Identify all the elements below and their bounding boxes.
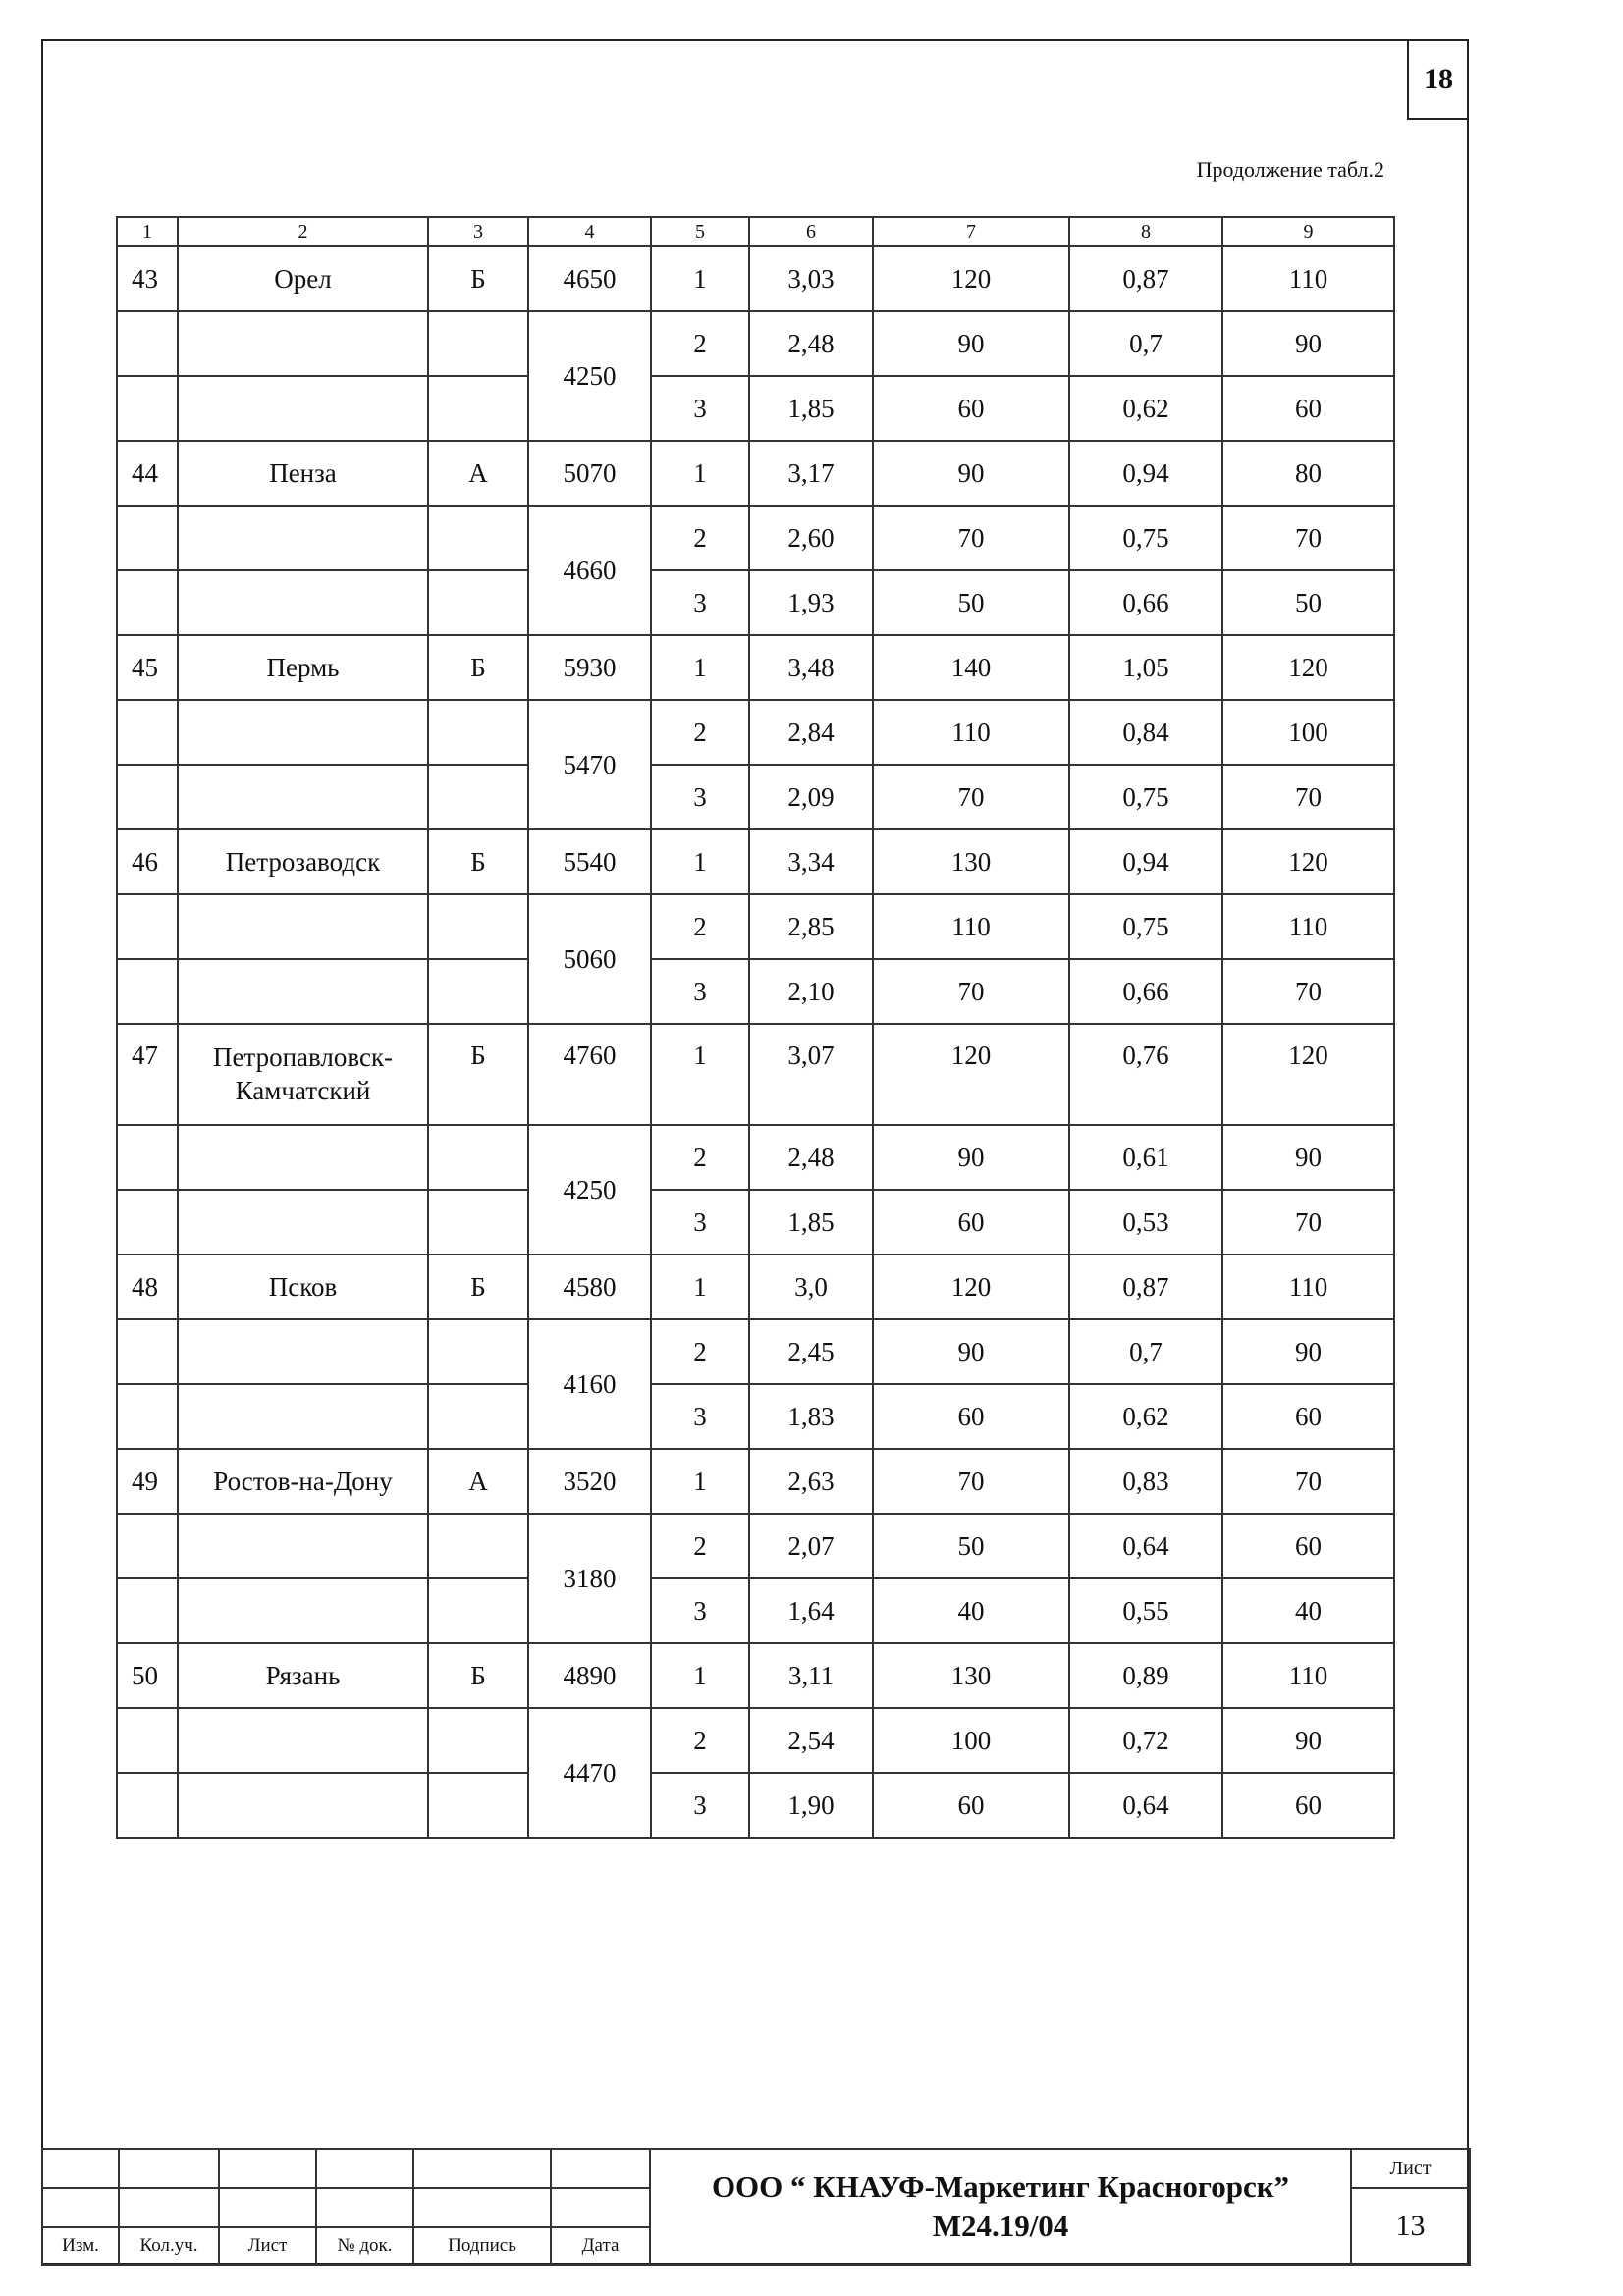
- empty-cell: [178, 570, 428, 635]
- value-col-9: 110: [1222, 1643, 1394, 1708]
- value-col-8: 0,55: [1069, 1578, 1222, 1643]
- value-col-8: 0,76: [1069, 1024, 1222, 1125]
- value-col-4: 4650: [528, 246, 651, 311]
- empty-cell: [428, 1578, 528, 1643]
- value-col-8: 0,75: [1069, 765, 1222, 829]
- value-col-8: 0,53: [1069, 1190, 1222, 1255]
- value-col-5: 3: [651, 959, 749, 1024]
- value-col-6: 2,09: [749, 765, 873, 829]
- value-col-7: 70: [873, 959, 1069, 1024]
- empty-cell: [178, 1125, 428, 1190]
- value-col-7: 60: [873, 1384, 1069, 1449]
- empty-cell: [178, 1384, 428, 1449]
- value-col-8: 0,64: [1069, 1514, 1222, 1578]
- value-col-7: 120: [873, 246, 1069, 311]
- value-col-8: 0,66: [1069, 570, 1222, 635]
- table-subrow: [117, 311, 1394, 376]
- city-name-line-1: Петропавловск-: [212, 1042, 394, 1072]
- empty-cell: [178, 1514, 428, 1578]
- city-name: Псков: [178, 1255, 428, 1319]
- empty-cell: [117, 1578, 178, 1643]
- row-number: 43: [117, 246, 178, 311]
- empty-cell: [117, 700, 178, 765]
- table-subrow: [117, 765, 1394, 829]
- column-header: 2: [178, 217, 428, 246]
- value-col-7: 70: [873, 506, 1069, 570]
- table-subrow: [117, 1190, 1394, 1255]
- city-name: Петрозаводск: [178, 829, 428, 894]
- value-col-9: 70: [1222, 765, 1394, 829]
- value-col-5: 3: [651, 1578, 749, 1643]
- value-col-8: 0,94: [1069, 441, 1222, 506]
- value-col-7: 50: [873, 1514, 1069, 1578]
- city-name-line-2: Камчатский: [235, 1076, 371, 1105]
- value-col-5: 2: [651, 311, 749, 376]
- value-col-6: 1,85: [749, 376, 873, 441]
- value-col-4: 4160: [528, 1319, 651, 1449]
- value-col-9: 70: [1222, 1190, 1394, 1255]
- value-col-7: 90: [873, 311, 1069, 376]
- value-col-9: 120: [1222, 1024, 1394, 1125]
- column-header: 8: [1069, 217, 1222, 246]
- empty-cell: [178, 376, 428, 441]
- value-col-5: 3: [651, 1773, 749, 1838]
- value-col-6: 3,07: [749, 1024, 873, 1125]
- empty-cell: [178, 765, 428, 829]
- value-col-8: 0,62: [1069, 376, 1222, 441]
- value-col-5: 3: [651, 1384, 749, 1449]
- value-col-8: 1,05: [1069, 635, 1222, 700]
- value-col-7: 140: [873, 635, 1069, 700]
- value-col-9: 90: [1222, 1708, 1394, 1773]
- empty-cell: [178, 1773, 428, 1838]
- row-number: 47: [117, 1024, 178, 1125]
- value-col-5: 3: [651, 570, 749, 635]
- table-row: [117, 441, 1394, 506]
- table-subrow: [117, 506, 1394, 570]
- value-col-5: 1: [651, 1024, 749, 1125]
- column-header: 6: [749, 217, 873, 246]
- value-col-5: 2: [651, 1125, 749, 1190]
- value-col-6: 2,45: [749, 1319, 873, 1384]
- value-col-5: 1: [651, 1449, 749, 1514]
- value-col-7: 130: [873, 829, 1069, 894]
- empty-cell: [428, 376, 528, 441]
- empty-cell: [178, 1190, 428, 1255]
- value-col-9: 60: [1222, 1773, 1394, 1838]
- value-col-8: 0,87: [1069, 1255, 1222, 1319]
- zone-cell: Б: [428, 1643, 528, 1708]
- zone-cell: Б: [428, 1255, 528, 1319]
- empty-cell: [178, 894, 428, 959]
- value-col-8: 0,72: [1069, 1708, 1222, 1773]
- empty-cell: [428, 959, 528, 1024]
- table-row: [117, 246, 1394, 311]
- empty-cell: [178, 311, 428, 376]
- row-number: 48: [117, 1255, 178, 1319]
- empty-cell: [178, 1578, 428, 1643]
- value-col-5: 2: [651, 1319, 749, 1384]
- value-col-5: 1: [651, 246, 749, 311]
- empty-cell: [178, 700, 428, 765]
- value-col-9: 90: [1222, 1125, 1394, 1190]
- empty-cell: [178, 506, 428, 570]
- value-col-4: 4760: [528, 1024, 651, 1125]
- value-col-7: 70: [873, 1449, 1069, 1514]
- document-code: М24.19/04: [932, 2209, 1069, 2243]
- value-col-6: 3,03: [749, 246, 873, 311]
- value-col-4: 4890: [528, 1643, 651, 1708]
- data-table: [116, 216, 1395, 1839]
- value-col-6: 2,60: [749, 506, 873, 570]
- value-col-6: 2,85: [749, 894, 873, 959]
- value-col-6: 2,48: [749, 311, 873, 376]
- table-row: [117, 829, 1394, 894]
- value-col-9: 120: [1222, 635, 1394, 700]
- sheet-label: Лист: [1351, 2149, 1470, 2188]
- empty-cell: [117, 1384, 178, 1449]
- value-col-4: 5930: [528, 635, 651, 700]
- value-col-4: 5470: [528, 700, 651, 829]
- value-col-5: 3: [651, 765, 749, 829]
- table-subrow: [117, 700, 1394, 765]
- stamp-label-signature: Подпись: [413, 2227, 551, 2265]
- value-col-5: 1: [651, 829, 749, 894]
- zone-cell: Б: [428, 1024, 528, 1125]
- value-col-5: 2: [651, 506, 749, 570]
- table-subrow: [117, 894, 1394, 959]
- city-name: [178, 1024, 428, 1125]
- empty-cell: [178, 1319, 428, 1384]
- empty-cell: [117, 1708, 178, 1773]
- value-col-6: 2,07: [749, 1514, 873, 1578]
- value-col-7: 90: [873, 1319, 1069, 1384]
- value-col-9: 120: [1222, 829, 1394, 894]
- empty-cell: [117, 1773, 178, 1838]
- value-col-4: 4250: [528, 1125, 651, 1255]
- value-col-8: 0,75: [1069, 894, 1222, 959]
- table-row: [117, 635, 1394, 700]
- zone-cell: А: [428, 441, 528, 506]
- value-col-7: 100: [873, 1708, 1069, 1773]
- table-subrow: [117, 1708, 1394, 1773]
- value-col-8: 0,89: [1069, 1643, 1222, 1708]
- value-col-5: 2: [651, 1708, 749, 1773]
- city-name: Ростов-на-Дону: [178, 1449, 428, 1514]
- value-col-9: 90: [1222, 1319, 1394, 1384]
- empty-cell: [117, 311, 178, 376]
- value-col-5: 1: [651, 1643, 749, 1708]
- value-col-7: 60: [873, 376, 1069, 441]
- value-col-9: 60: [1222, 1384, 1394, 1449]
- row-number: 44: [117, 441, 178, 506]
- value-col-8: 0,84: [1069, 700, 1222, 765]
- row-number: 49: [117, 1449, 178, 1514]
- empty-cell: [428, 894, 528, 959]
- value-col-9: 60: [1222, 376, 1394, 441]
- value-col-6: 1,93: [749, 570, 873, 635]
- table-subrow: [117, 1319, 1394, 1384]
- value-col-6: 1,90: [749, 1773, 873, 1838]
- value-col-5: 1: [651, 441, 749, 506]
- value-col-5: 2: [651, 894, 749, 959]
- sheet-number: 13: [1351, 2188, 1470, 2265]
- value-col-4: 5070: [528, 441, 651, 506]
- value-col-7: 130: [873, 1643, 1069, 1708]
- value-col-5: 2: [651, 1514, 749, 1578]
- stamp-label-kol-uch: Кол.уч.: [119, 2227, 219, 2265]
- value-col-5: 2: [651, 700, 749, 765]
- table-row: [117, 1643, 1394, 1708]
- value-col-6: 3,48: [749, 635, 873, 700]
- stamp-label-date: Дата: [551, 2227, 650, 2265]
- value-col-7: 120: [873, 1255, 1069, 1319]
- value-col-7: 110: [873, 894, 1069, 959]
- empty-cell: [428, 506, 528, 570]
- zone-cell: Б: [428, 829, 528, 894]
- value-col-8: 0,83: [1069, 1449, 1222, 1514]
- value-col-8: 0,7: [1069, 311, 1222, 376]
- value-col-5: 3: [651, 376, 749, 441]
- column-header: 9: [1222, 217, 1394, 246]
- zone-cell: А: [428, 1449, 528, 1514]
- value-col-4: 4580: [528, 1255, 651, 1319]
- value-col-7: 110: [873, 700, 1069, 765]
- value-col-4: 5060: [528, 894, 651, 1024]
- value-col-4: 4250: [528, 311, 651, 441]
- table-subrow: [117, 1773, 1394, 1838]
- value-col-4: 3180: [528, 1514, 651, 1643]
- empty-cell: [178, 1708, 428, 1773]
- empty-cell: [428, 765, 528, 829]
- value-col-9: 70: [1222, 506, 1394, 570]
- value-col-9: 110: [1222, 894, 1394, 959]
- value-col-6: 1,64: [749, 1578, 873, 1643]
- table-subrow: [117, 570, 1394, 635]
- empty-cell: [428, 1384, 528, 1449]
- column-header: 7: [873, 217, 1069, 246]
- row-number: 50: [117, 1643, 178, 1708]
- value-col-5: 3: [651, 1190, 749, 1255]
- empty-cell: [117, 570, 178, 635]
- value-col-7: 60: [873, 1773, 1069, 1838]
- table-row: [117, 1255, 1394, 1319]
- row-number: 45: [117, 635, 178, 700]
- organization-name: [650, 2149, 1351, 2265]
- value-col-4: 3520: [528, 1449, 651, 1514]
- empty-cell: [117, 506, 178, 570]
- empty-cell: [428, 1514, 528, 1578]
- value-col-7: 70: [873, 765, 1069, 829]
- table-subrow: [117, 1514, 1394, 1578]
- empty-cell: [428, 1708, 528, 1773]
- empty-cell: [117, 1125, 178, 1190]
- value-col-9: 110: [1222, 246, 1394, 311]
- city-name: Орел: [178, 246, 428, 311]
- empty-cell: [428, 700, 528, 765]
- value-col-6: 3,11: [749, 1643, 873, 1708]
- value-col-7: 60: [873, 1190, 1069, 1255]
- column-header: 5: [651, 217, 749, 246]
- value-col-6: 1,85: [749, 1190, 873, 1255]
- empty-cell: [117, 894, 178, 959]
- empty-cell: [117, 376, 178, 441]
- value-col-8: 0,75: [1069, 506, 1222, 570]
- table-subrow: [117, 1578, 1394, 1643]
- value-col-7: 90: [873, 441, 1069, 506]
- table-caption: Продолжение табл.2: [1196, 157, 1384, 182]
- table-row: [117, 1449, 1394, 1514]
- empty-cell: [428, 1190, 528, 1255]
- zone-cell: Б: [428, 635, 528, 700]
- value-col-7: 50: [873, 570, 1069, 635]
- empty-cell: [428, 1319, 528, 1384]
- value-col-6: 2,84: [749, 700, 873, 765]
- value-col-9: 90: [1222, 311, 1394, 376]
- value-col-4: 5540: [528, 829, 651, 894]
- value-col-6: 3,17: [749, 441, 873, 506]
- empty-cell: [117, 1190, 178, 1255]
- value-col-9: 70: [1222, 959, 1394, 1024]
- value-col-9: 80: [1222, 441, 1394, 506]
- empty-cell: [117, 1514, 178, 1578]
- value-col-7: 40: [873, 1578, 1069, 1643]
- empty-cell: [428, 570, 528, 635]
- value-col-6: 3,0: [749, 1255, 873, 1319]
- city-name: Пенза: [178, 441, 428, 506]
- empty-cell: [178, 959, 428, 1024]
- value-col-8: 0,94: [1069, 829, 1222, 894]
- city-name: Пермь: [178, 635, 428, 700]
- value-col-8: 0,87: [1069, 246, 1222, 311]
- column-header: 1: [117, 217, 178, 246]
- empty-cell: [117, 959, 178, 1024]
- city-name: Рязань: [178, 1643, 428, 1708]
- column-header: 3: [428, 217, 528, 246]
- value-col-9: 110: [1222, 1255, 1394, 1319]
- value-col-6: 2,48: [749, 1125, 873, 1190]
- stamp-label-list: Лист: [219, 2227, 316, 2265]
- value-col-9: 40: [1222, 1578, 1394, 1643]
- value-col-6: 3,34: [749, 829, 873, 894]
- table-subrow: [117, 1384, 1394, 1449]
- value-col-6: 2,10: [749, 959, 873, 1024]
- value-col-9: 50: [1222, 570, 1394, 635]
- value-col-7: 90: [873, 1125, 1069, 1190]
- empty-cell: [117, 765, 178, 829]
- value-col-8: 0,61: [1069, 1125, 1222, 1190]
- empty-cell: [428, 1125, 528, 1190]
- value-col-5: 1: [651, 635, 749, 700]
- stamp-label-izm: Изм.: [42, 2227, 119, 2265]
- table-row: [117, 1024, 1394, 1125]
- table-subrow: [117, 959, 1394, 1024]
- value-col-9: 70: [1222, 1449, 1394, 1514]
- value-col-6: 1,83: [749, 1384, 873, 1449]
- value-col-9: 100: [1222, 700, 1394, 765]
- column-header: 4: [528, 217, 651, 246]
- value-col-8: 0,64: [1069, 1773, 1222, 1838]
- value-col-6: 2,54: [749, 1708, 873, 1773]
- stamp-label-doc-no: № док.: [316, 2227, 413, 2265]
- table-subrow: [117, 376, 1394, 441]
- table-subrow: [117, 1125, 1394, 1190]
- value-col-8: 0,62: [1069, 1384, 1222, 1449]
- value-col-8: 0,7: [1069, 1319, 1222, 1384]
- page-number: 18: [1407, 41, 1468, 120]
- value-col-8: 0,66: [1069, 959, 1222, 1024]
- value-col-6: 2,63: [749, 1449, 873, 1514]
- value-col-5: 1: [651, 1255, 749, 1319]
- zone-cell: Б: [428, 246, 528, 311]
- value-col-4: 4660: [528, 506, 651, 635]
- column-number-row: [117, 217, 1394, 246]
- value-col-4: 4470: [528, 1708, 651, 1838]
- title-block: [41, 2148, 1471, 2266]
- value-col-9: 60: [1222, 1514, 1394, 1578]
- empty-cell: [117, 1319, 178, 1384]
- row-number: 46: [117, 829, 178, 894]
- value-col-7: 120: [873, 1024, 1069, 1125]
- empty-cell: [428, 1773, 528, 1838]
- empty-cell: [428, 311, 528, 376]
- organization-line-1: ООО “ КНАУФ-Маркетинг Красногорск”: [711, 2169, 1290, 2204]
